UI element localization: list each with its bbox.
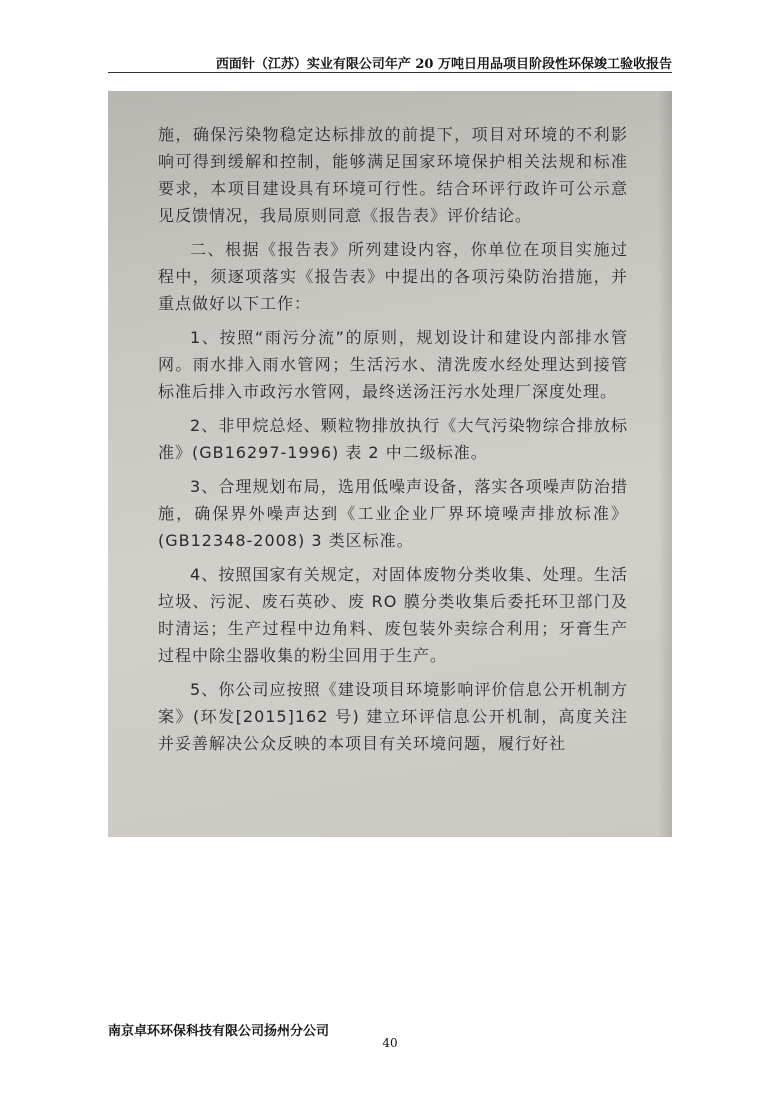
page-number: 40 bbox=[382, 1036, 398, 1050]
paragraph-item-2: 2、非甲烷总烃、颗粒物排放执行《大气污染物综合排放标准》(GB16297-1996) 表 2 中二级标准。 bbox=[158, 416, 628, 462]
paragraph-item-1: 1、按照“雨污分流”的原则，规划设计和建设内部排水管网。雨水排入雨水管网；生活污水、清洗废水经处理达到接管标准后排入市政污水管网，最终送汤汪污水处理厂深度处理。 bbox=[158, 328, 628, 401]
header-divider bbox=[108, 72, 672, 73]
paragraph-continuation: 施，确保污染物稳定达标排放的前提下，项目对环境的不利影响可得到缓解和控制，能够满足国家环境保护相关法规和标准要求，本项目建设具有环境可行性。结合环评行政许可公示意见反馈情况，我局原则同意《报告表》评价结论。 bbox=[158, 125, 628, 225]
scanned-document-photo bbox=[108, 91, 672, 837]
footer-company-name: 南京卓环环保科技有限公司扬州分公司 bbox=[108, 1024, 330, 1039]
paragraph-item-3: 3、合理规划布局，选用低噪声设备，落实各项噪声防治措施，确保界外噪声达到《工业企业厂界环境噪声排放标准》(GB12348-2008) 3 类区标准。 bbox=[158, 477, 628, 550]
paragraph-section-two: 二、根据《报告表》所列建设内容，你单位在项目实施过程中，须逐项落实《报告表》中提出的各项污染防治措施，并重点做好以下工作： bbox=[158, 240, 628, 313]
paragraph-item-4: 4、按照国家有关规定，对固体废物分类收集、处理。生活垃圾、污泥、废石英砂、废 RO 膜分类收集后委托环卫部门及时清运；生产过程中边角料、废包装外卖综合利用；牙膏生产过程中除尘器收集的粉尘回用于生产。 bbox=[158, 565, 628, 665]
report-header-title: 西面针（江苏）实业有限公司年产 20 万吨日用品项目阶段性环保竣工验收报告 bbox=[215, 57, 672, 72]
paragraph-item-5: 5、你公司应按照《建设项目环境影响评价信息公开机制方案》(环发[2015]162 号) 建立环评信息公开机制，高度关注并妥善解决公众反映的本项目有关环境问题，履行好社 bbox=[158, 680, 628, 753]
scanned-document-text bbox=[158, 121, 628, 764]
